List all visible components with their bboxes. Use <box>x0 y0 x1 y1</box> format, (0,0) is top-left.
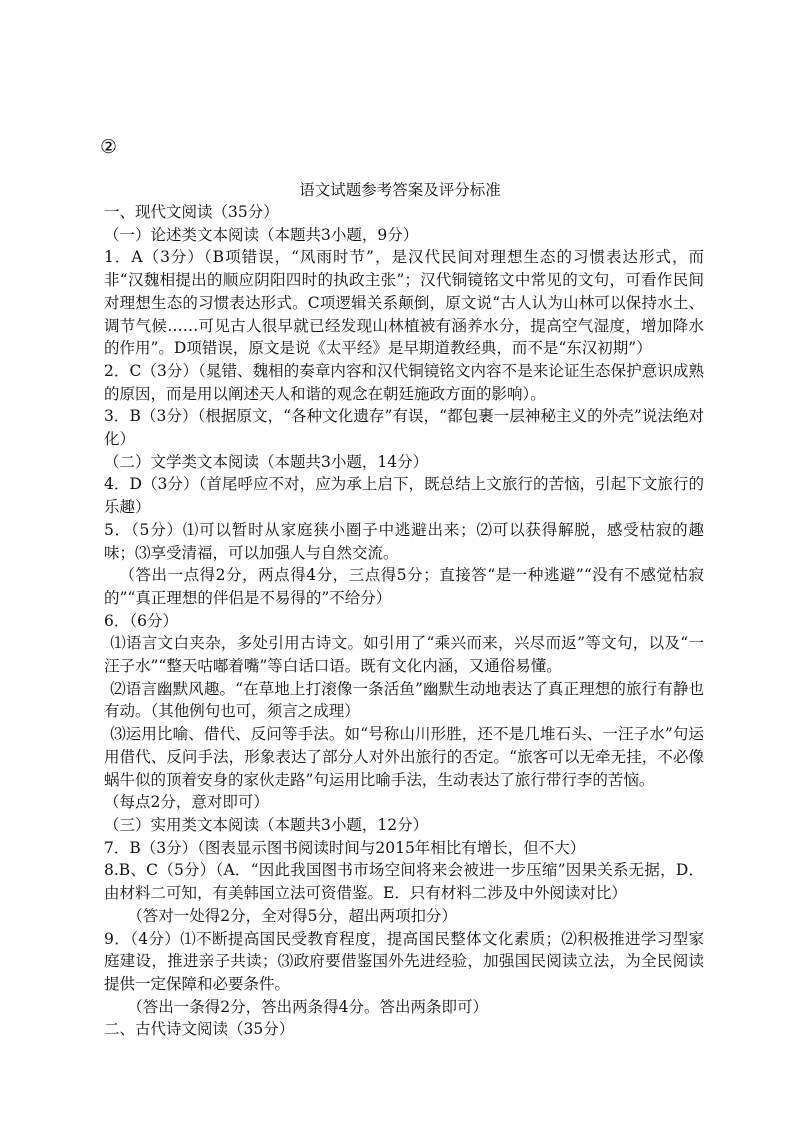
answer-item: 4．D（3分）（首尾呼应不对，应为承上启下，既总结上文旅行的苦恼，引起下文旅行的乐趣） <box>104 475 704 517</box>
answer-point: ⑵语言幽默风趣。“在草地上打滚像一条活鱼”幽默生动地表达了真正理想的旅行有静也有动。（其他例句也可，须言之成理） <box>104 679 704 721</box>
answer-point: ⑶运用比喻、借代、反问等手法。如“号称山川形胜，还不是几堆石头、一汪子水”句运用借代、反问手法，形象表达了部分人对外出旅行的否定。“旅客可以无牵无挂，不必像蜗牛似的顶着安身的家伙走路”句运用比喻手法，生动表达了旅行带行李的苦恼。 <box>104 725 704 789</box>
section-heading: 一、现代文阅读（35分） <box>104 203 279 221</box>
answer-item: 8.B、C（5分）（A．“因此我国图书市场空间将来会被进一步压缩”因果关系无据，D．由材料二可知，有美韩国立法可资借鉴。E．只有材料二涉及中外阅读对比） <box>104 861 704 903</box>
answer-point: ⑴语言文白夹杂，多处引用古诗文。如引用了“乘兴而来，兴尽而返”等文句，以及“一汪子水”“整天咕嘟着嘴”等白话口语。既有文化内涵，又通俗易懂。 <box>104 634 704 676</box>
scoring-note: （答出一点得2分，两点得4分，三点得5分；直接答“是一种逃避”“没有不感觉枯寂的”“真正理想的伴侣是不易得的”不给分） <box>104 566 704 607</box>
answer-item: 9．（4分）⑴不断提高国民受教育程度，提高国民整体文化素质；⑵积极推进学习型家庭建设，推进亲子共读；⑶政府要借鉴国外先进经验，加强国民阅读立法，为全民阅读提供一定保障和必要条件。 <box>104 929 704 993</box>
answer-item: 7．B（3分）（图表显示图书阅读时间与2015年相比有增长，但不大） <box>104 838 586 857</box>
answer-content <box>104 201 704 1041</box>
page-title: 语文试题参考答案及评分标准 <box>299 181 501 199</box>
scoring-note: （答出一条得2分，答出两条得4分。答出两条即可） <box>127 997 488 1016</box>
subsection-heading: （一）论述类文本阅读（本题共3小题，9分） <box>104 225 419 244</box>
subsection-heading: （三）实用类文本阅读（本题共3小题，12分） <box>104 815 429 834</box>
scoring-note: （答对一处得2分，全对得5分，超出两项扣分） <box>127 906 457 925</box>
answer-item: 5．（5分）⑴可以暂时从家庭狭小圈子中逃避出来；⑵可以获得解脱，感受枯寂的趣味；⑶享受清福，可以加强人与自然交流。 <box>104 520 704 562</box>
answer-item: 6．（6分） <box>104 611 178 630</box>
section-heading: 二、古代诗文阅读（35分） <box>104 1020 295 1039</box>
answer-item: 3．B（3分）（根据原文，“各种文化遗存”有误，“都包裹一层神秘主义的外壳”说法绝对化） <box>104 407 704 449</box>
answer-item: 2．C（3分）（晁错、魏相的奏章内容和汉代铜镜铭文内容不是来论证生态保护意识成熟的原因，而是用以阐述天人和谐的观念在朝廷施政方面的影响）。 <box>104 361 704 403</box>
scoring-note: （每点2分，意对即可） <box>104 793 269 812</box>
answer-item: 1．A（3分）（B项错误，“风雨时节”，是汉代民间对理想生态的习惯表达形式，而非“汉魏相提出的顺应阴阳四时的执政主张”；汉代铜镜铭文中常见的文句，可看作民间对理想生态的习惯表达形式。C项逻辑关系颠倒，原文说“古人认为山林可以保持水土、调节气候……可见古人很早就已经发现山林植被有涵养水分，提高空气湿度，增加降水的作用”。D项错误，原文是说《太平经》是早期道教经典，而不是“东汉初期”） <box>104 248 704 358</box>
subsection-heading: （二）文学类文本阅读（本题共3小题，14分） <box>104 452 429 471</box>
page-marker: ② <box>100 136 118 158</box>
